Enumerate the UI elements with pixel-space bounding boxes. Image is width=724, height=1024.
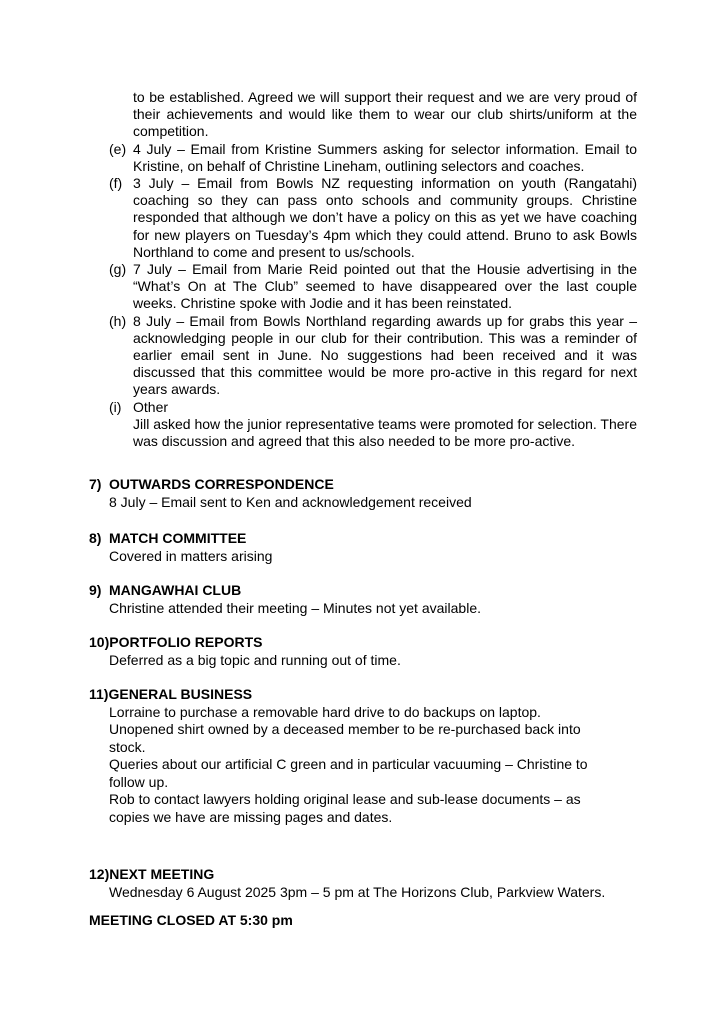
section-line: Queries about our artificial C green and in particular vacuuming – Christine to follow up. — [109, 756, 588, 790]
section-line: Rob to contact lawyers holding original lease and sub-lease documents – as copies we have are missing pages and dates. — [109, 791, 581, 825]
section-heading — [89, 476, 649, 494]
list-item-i — [109, 399, 637, 416]
item-text: 7 July – Email from Marie Reid pointed out that the Housie advertising in the “What’s On at The Club” seemed to have disappeared over the last couple weeks. Christine spoke with Jodie and it has been reinstated. — [133, 261, 637, 312]
item-label: (h) — [109, 312, 127, 329]
section-number: 8) — [89, 530, 102, 546]
section-number: 9) — [89, 582, 102, 598]
item-text: 4 July – Email from Kristine Summers asking for selector information. Email to Kristine, on behalf of Christine Lineham, outlining selectors and coaches. — [133, 140, 637, 174]
item-text: Other — [133, 398, 169, 415]
item-text: 3 July – Email from Bowls NZ requesting information on youth (Rangatahi) coaching so they can pass onto schools and community groups. Christine responded that although we don’t have a policy on this as yet we have coaching for new players on Tuesday’s 4pm which they could attend. Bruno to ask Bowls Northland to come and present to us/schools. — [133, 175, 637, 260]
item-label: (f) — [109, 175, 123, 192]
item-label: (i) — [109, 398, 122, 415]
section-number: 10) — [89, 634, 110, 650]
section-mangawhai-club — [89, 582, 649, 617]
section-number: 7) — [89, 476, 102, 492]
section-line: 8 July – Email sent to Ken and acknowledgement received — [109, 493, 472, 510]
continuation-paragraph: to be established. Agreed we will support their request and we are very proud of their achievements and would like them to wear our club shirts/uniform at the competition. — [133, 89, 637, 140]
section-heading — [89, 866, 649, 884]
section-line: Christine attended their meeting – Minutes not yet available. — [109, 599, 481, 616]
section-number: 12) — [89, 866, 110, 882]
section-line: Covered in matters arising — [109, 547, 273, 564]
list-item-e — [109, 141, 637, 175]
section-title: MATCH COMMITTEE — [109, 530, 247, 546]
meeting-closed: MEETING CLOSED AT 5:30 pm — [89, 912, 293, 928]
section-match-committee — [89, 530, 649, 565]
section-number: 11) — [89, 686, 109, 702]
section-line: Wednesday 6 August 2025 3pm – 5 pm at The Horizons Club, Parkview Waters. — [109, 883, 606, 900]
section-heading — [89, 530, 649, 548]
section-title: NEXT MEETING — [109, 866, 215, 882]
section-line: Lorraine to purchase a removable hard drive to do backups on laptop. — [109, 703, 541, 720]
section-line: Deferred as a big topic and running out of time. — [109, 651, 401, 668]
section-heading — [89, 686, 649, 704]
section-general-business — [89, 686, 649, 826]
section-line: Unopened shirt owned by a deceased member to be re-purchased back into stock. — [109, 721, 581, 755]
list-item-f — [109, 175, 637, 261]
section-title: OUTWARDS CORRESPONDENCE — [109, 476, 334, 492]
section-title: GENERAL BUSINESS — [108, 686, 253, 702]
item-label: (g) — [109, 261, 127, 278]
section-portfolio-reports — [89, 634, 649, 669]
list-item-h — [109, 313, 637, 399]
section-heading — [89, 582, 649, 600]
section-next-meeting — [89, 866, 649, 901]
section-heading — [89, 634, 649, 652]
section-outwards-correspondence — [89, 476, 649, 511]
section-title: PORTFOLIO REPORTS — [109, 634, 263, 650]
other-paragraph: Jill asked how the junior representative teams were promoted for selection. There was discussion and agreed that this also needed to be more pro-active. — [133, 415, 637, 450]
list-item-g — [109, 261, 637, 313]
item-text: 8 July – Email from Bowls Northland regarding awards up for grabs this year – acknowledging people in our club for their contribution. This was a reminder of earlier email sent in June. No suggestions had been received and it was discussed that this committee would be more pro-active in this regard for next years awards. — [133, 312, 637, 398]
item-label: (e) — [109, 140, 127, 157]
section-title: MANGAWHAI CLUB — [109, 582, 242, 598]
inwards-correspondence-list — [109, 89, 637, 450]
